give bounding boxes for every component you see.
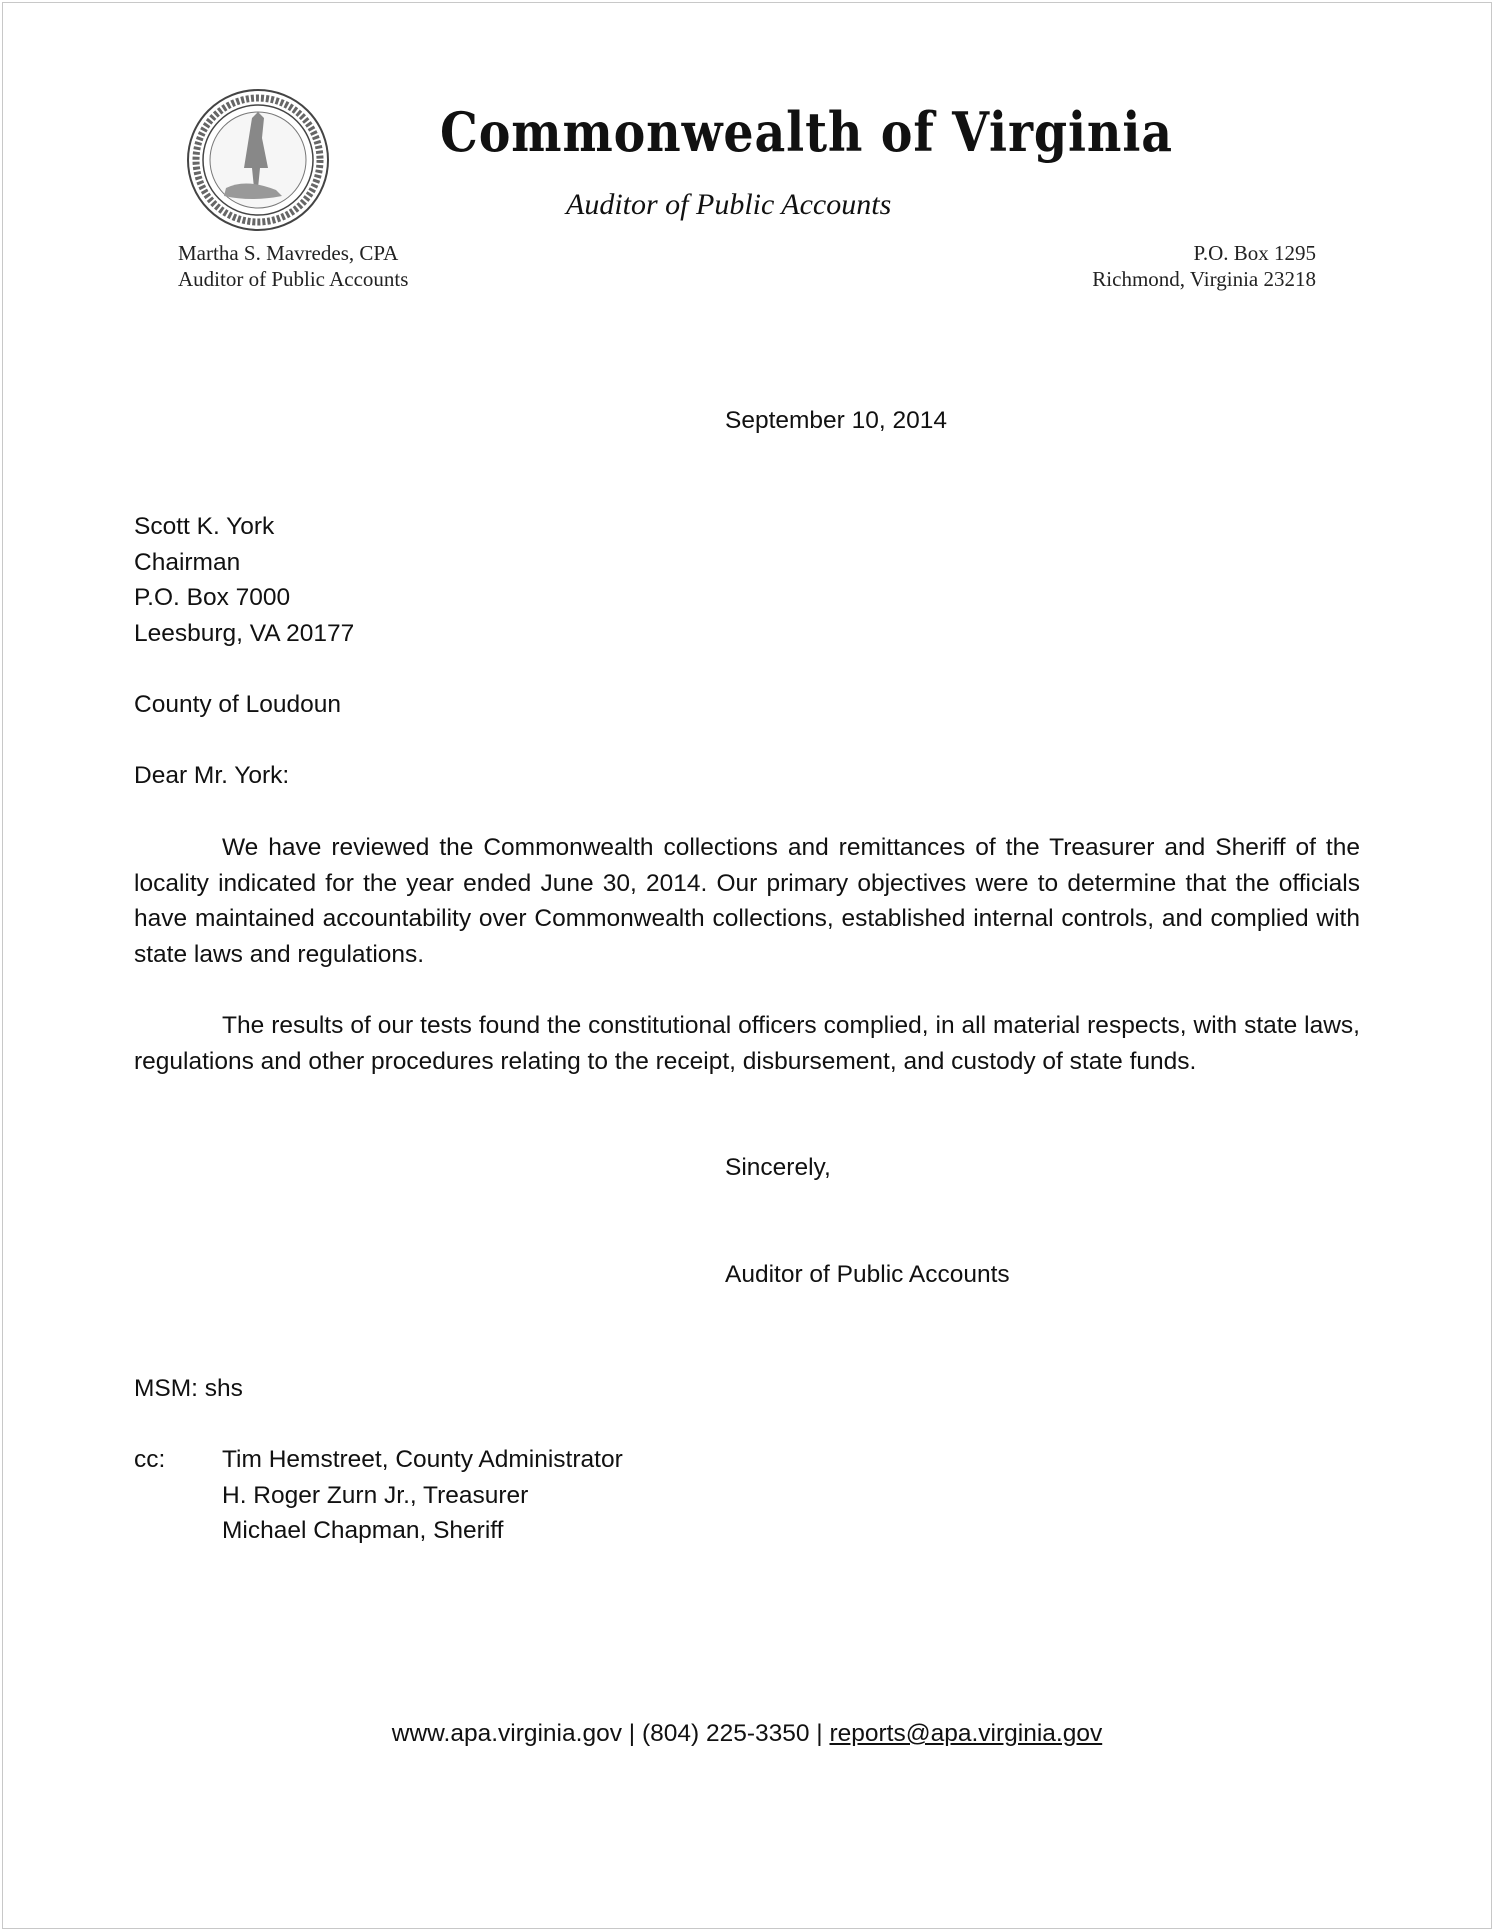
auditor-name: Martha S. Mavredes, CPA [178,241,399,265]
footer-website[interactable]: www.apa.virginia.gov [391,1720,622,1747]
auditor-title: Auditor of Public Accounts [178,267,409,291]
recipient-po-box: P.O. Box 7000 [134,584,291,612]
recipient-city: Leesburg, VA 20177 [134,619,355,647]
initials: MSM: shs [134,1375,243,1402]
footer-separator: | [809,1720,830,1747]
cc-item: Tim Hemstreet, County Administrator [222,1446,623,1473]
letter-date: September 10, 2014 [725,407,948,434]
cc-item: H. Roger Zurn Jr., Treasurer [222,1481,529,1509]
body-paragraph-2: The results of our tests found the constitutional officers complied, in all material respects, with state laws, regulations and other procedures relating to the receipt, disbursement, and custody of state funds. [134,1012,1360,1075]
signature: Auditor of Public Accounts [725,1261,1010,1288]
letterhead-title: Commonwealth of Virginia [440,100,1173,164]
footer-email-link[interactable]: reports@apa.virginia.gov [829,1720,1103,1747]
recipient-title: Chairman [134,548,241,576]
auditor-name-block [178,240,408,292]
po-box: P.O. Box 1295 [1193,241,1316,265]
body-paragraph-1: We have reviewed the Commonwealth collections and remittances of the Treasurer and Sheriff of the locality indicated for the year ended June 30, 2014. Our primary objectives were to determine that the officials have maintained accountability over Commonwealth collections, established internal controls, and complied with state laws and regulations. [134,834,1360,968]
cc-list [222,1442,623,1549]
office-address-block [1092,240,1316,292]
footer [0,1720,1494,1748]
letterhead-subtitle: Auditor of Public Accounts [566,188,892,221]
footer-phone: (804) 225-3350 [641,1720,810,1747]
closing: Sincerely, [725,1154,831,1181]
cc-item: Michael Chapman, Sheriff [222,1517,504,1545]
recipient-name: Scott K. York [134,513,275,540]
virginia-seal-icon [186,88,330,232]
city-state-zip: Richmond, Virginia 23218 [1092,267,1316,291]
salutation: Dear Mr. York: [134,762,290,789]
footer-separator: | [621,1720,642,1747]
recipient-address [134,509,354,651]
locality: County of Loudoun [134,691,342,718]
cc-label: cc: [134,1446,166,1473]
